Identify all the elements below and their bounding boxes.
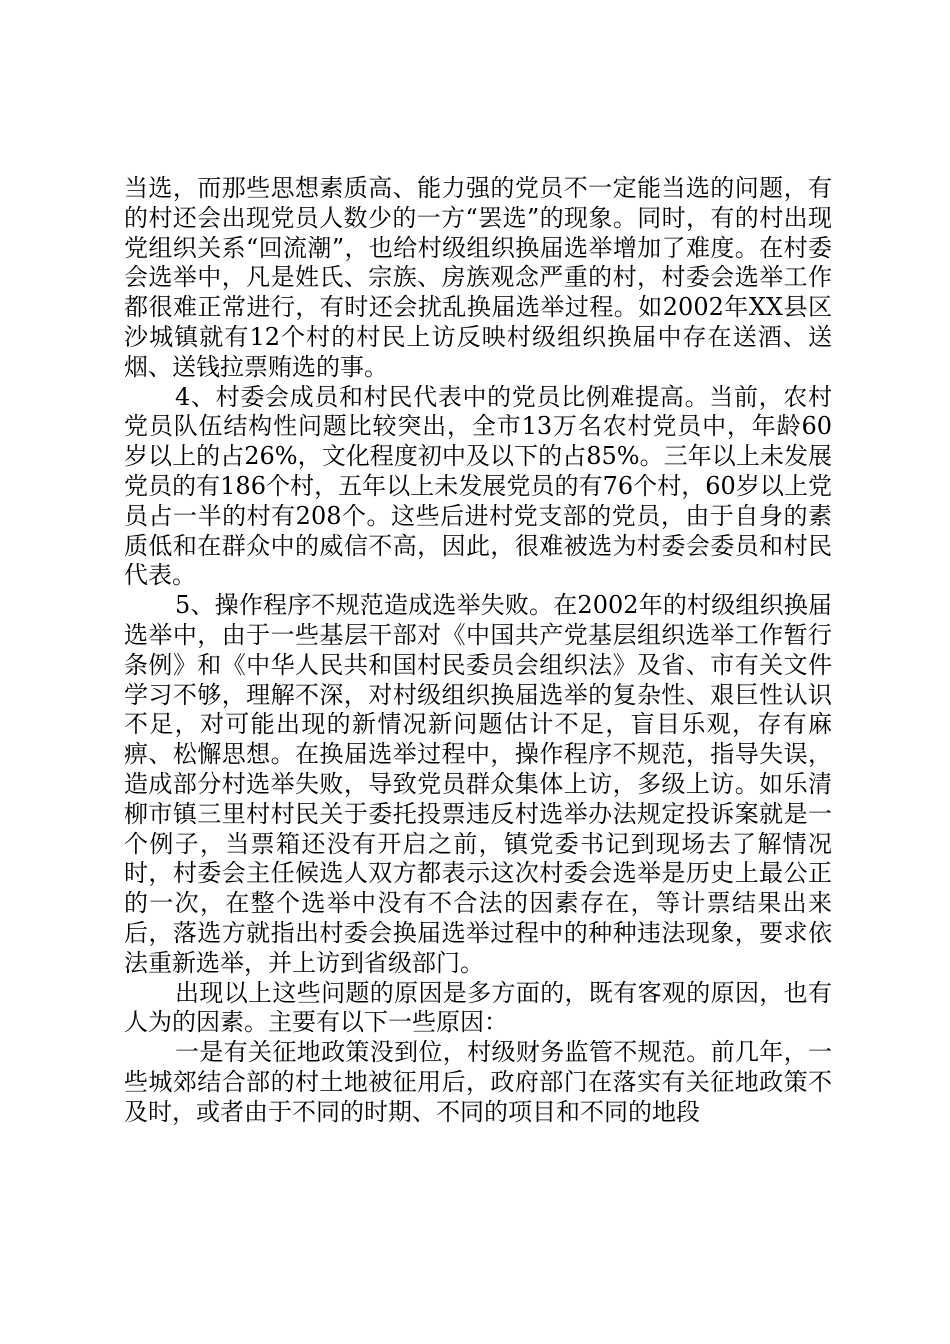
paragraph-continued: 当选，而那些思想素质高、能力强的党员不一定能当选的问题，有的村还会出现党员人数少的一方“罢选”的现象。同时，有的村出现党组织关系“回流潮”，也给村级组织换届选举增加了难度。在村委会选举中，凡是姓氏、宗族、房族观念严重的村，村委会选举工作都很难正常进行，有时还会扰乱换届选举过程。如2002年XX县区沙城镇就有12个村的村民上访反映村级组织换届中存在送酒、送烟、送钱拉票贿选的事。 (124, 174, 832, 381)
paragraph-point-4: 4、村委会成员和村民代表中的党员比例难提高。当前，农村党员队伍结构性问题比较突出，全市13万名农村党员中，年龄60岁以上的占26%，文化程度初中及以下的占85%。三年以上未发展党员的有186个村，五年以上未发展党员的有76个村，60岁以上党员占一半的村有208个。这些后进村党支部的党员，由于自身的素质低和在群众中的威信不高，因此，很难被选为村委会委员和村民代表。 (124, 382, 832, 590)
paragraph-causes-intro: 出现以上这些问题的原因是多方面的，既有客观的原因，也有人为的因素。主要有以下一些原因： (124, 978, 832, 1037)
paragraph-point-5: 5、操作程序不规范造成选举失败。在2002年的村级组织换届选举中，由于一些基层干部对《中国共产党基层组织选举工作暂行条例》和《中华人民共和国村民委员会组织法》及省、市有关文件学习不够，理解不深，对村级组织换届选举的复杂性、艰巨性认识不足，对可能出现的新情况新问题估计不足，盲目乐观，存有麻痹、松懈思想。在换届选举过程中，操作程序不规范，指导失误，造成部分村选举失败，导致党员群众集体上访，多级上访。如乐清柳市镇三里村村民关于委托投票违反村选举办法规定投诉案就是一个例子，当票箱还没有开启之前，镇党委书记到现场去了解情况时，村委会主任候选人双方都表示这次村委会选举是历史上最公正的一次，在整个选举中没有不合法的因素存在，等计票结果出来后，落选方就指出村委会换届选举过程中的种种违法现象，要求依法重新选举，并上访到省级部门。 (124, 591, 832, 977)
document-body (124, 174, 832, 1128)
paragraph-cause-1: 一是有关征地政策没到位，村级财务监管不规范。前几年，一些城郊结合部的村土地被征用后，政府部门在落实有关征地政策不及时，或者由于不同的时期、不同的项目和不同的地段 (124, 1038, 832, 1126)
